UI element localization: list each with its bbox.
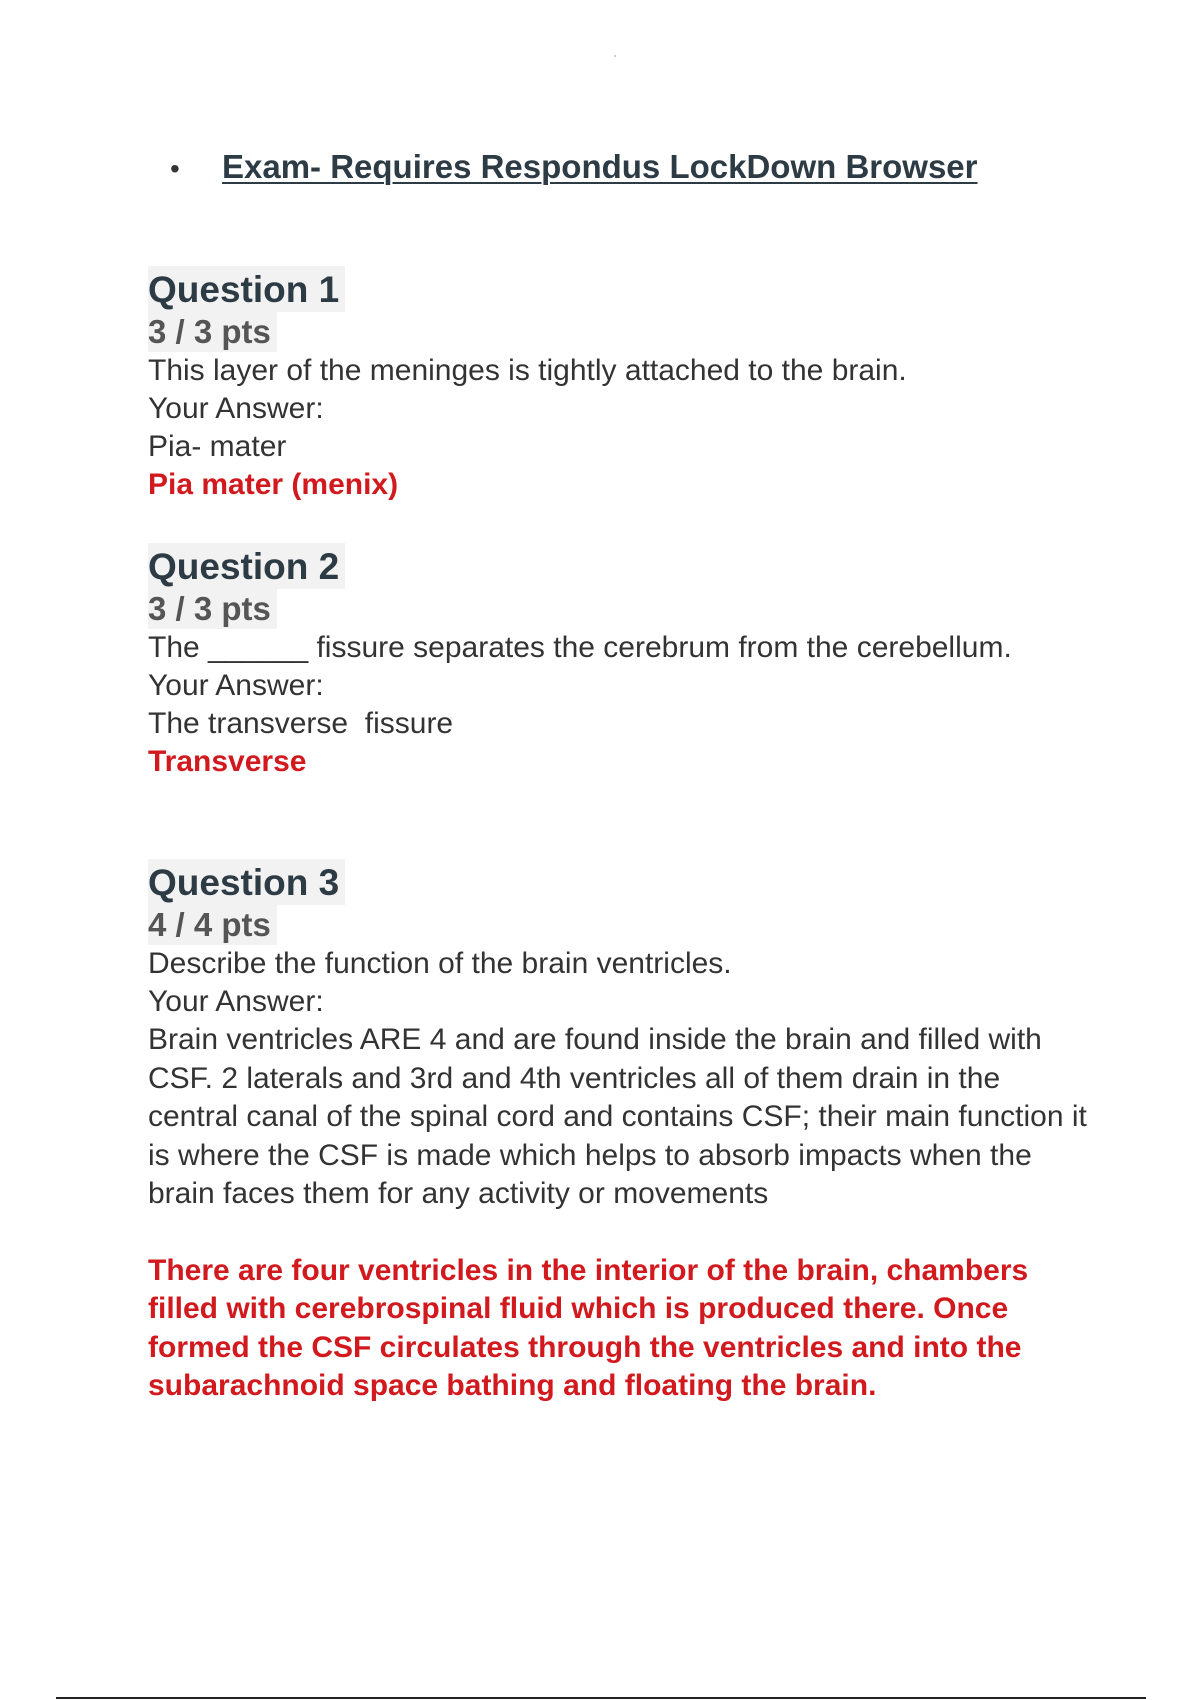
question-1 bbox=[148, 266, 1088, 504]
your-answer-label: Your Answer: bbox=[148, 392, 324, 425]
exam-header bbox=[170, 148, 978, 186]
correct-answer: There are four ventricles in the interior of the brain, chambers filled with cerebrospinal fluid which is produced there. Once formed the CSF circulates through the ventricles and into the subarachnoid space bathing and floating the brain. bbox=[148, 1253, 1029, 1402]
footer-divider bbox=[56, 1697, 1146, 1699]
exam-title-link[interactable]: Exam- Requires Respondus LockDown Browser bbox=[222, 148, 978, 185]
your-answer-label: Your Answer: bbox=[148, 669, 324, 702]
question-title: Question 1 bbox=[148, 266, 345, 312]
question-prompt: This layer of the meninges is tightly attached to the brain. bbox=[148, 354, 907, 387]
correct-answer: Transverse bbox=[148, 745, 307, 778]
question-title: Question 2 bbox=[148, 543, 345, 589]
bullet-icon: • bbox=[170, 153, 180, 184]
question-points: 4 / 4 pts bbox=[148, 905, 277, 945]
correct-answer: Pia mater (menix) bbox=[148, 468, 399, 501]
scan-speck bbox=[614, 55, 616, 57]
your-answer: Brain ventricles ARE 4 and are found inside the brain and filled with CSF. 2 laterals and 3rd and 4th ventricles all of them drain in the central canal of the spinal cord and contains CSF; their main function it is where the CSF is made which helps to absorb impacts when the brain faces them for any activity or movements bbox=[148, 1023, 1087, 1210]
question-prompt: Describe the function of the brain ventricles. bbox=[148, 947, 732, 980]
question-3 bbox=[148, 859, 1088, 1406]
question-prompt: The ______ fissure separates the cerebrum from the cerebellum. bbox=[148, 631, 1012, 664]
question-points: 3 / 3 pts bbox=[148, 312, 277, 352]
question-points: 3 / 3 pts bbox=[148, 589, 277, 629]
question-2 bbox=[148, 543, 1088, 781]
your-answer: Pia- mater bbox=[148, 430, 287, 463]
question-title: Question 3 bbox=[148, 859, 345, 905]
your-answer-label: Your Answer: bbox=[148, 985, 324, 1018]
your-answer: The transverse fissure bbox=[148, 707, 454, 740]
